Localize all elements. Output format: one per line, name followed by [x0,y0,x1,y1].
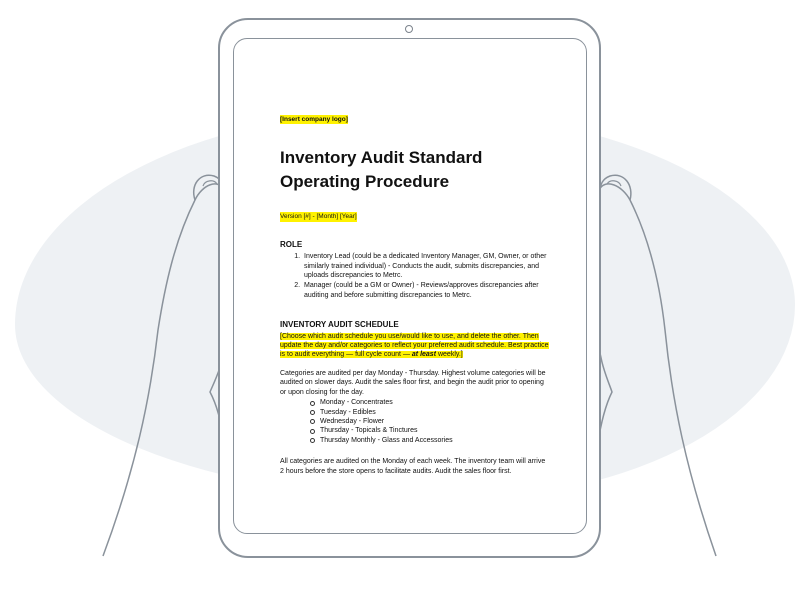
day-item: Thursday Monthly - Glass and Accessories [310,436,550,445]
option-weekly-text: All categories are audited on the Monday of each week. The inventory team will arrive 2 hours before the store opens to facilitate audits. Audit the sales floor first. [280,458,546,475]
day-item: Thursday - Topicals & Tinctures [310,426,550,435]
schedule-instruction [280,332,550,360]
schedule-instruction-end: weekly.] [436,351,463,359]
role-item: 2. Manager (could be a GM or Owner) - Reviews/approves discrepancies after auditing and before submitting discrepancies to Metrc. [302,281,550,300]
option-daily-text: Categories are audited per day Monday - Thursday. Highest volume categories will be audited on slower days. Audit the sales floor first, and begin the audit prior to opening or upon closing for the day. [280,369,546,396]
day-item: Monday - Concentrates [310,398,550,407]
camera-icon [405,25,413,33]
role-list [280,252,550,300]
sop-document [280,115,550,476]
schedule-instruction-emphasis: at least [411,351,437,359]
right-hand [592,184,716,556]
document-title [280,146,550,194]
role-item: 1. Inventory Lead (could be a dedicated Inventory Manager, GM, Owner, or other similarly trained individual) - Conducts the audit, submits discrepancies, and uploads discrepancies to Metrc. [302,252,550,280]
schedule-heading: INVENTORY AUDIT SCHEDULE [280,320,399,330]
role-heading: ROLE [280,239,303,249]
right-thumb [600,175,631,200]
logo-placeholder: [Insert company logo] [280,116,348,123]
left-hand [103,184,230,556]
schedule-instruction-text: [Choose which audit schedule you use/would like to use, and delete the other. Then update the day and/or categories to reflect your preferred audit schedule. Best practice is to audit everything — full cycle count — [280,332,549,359]
day-item: Wednesday - Flower [310,417,550,426]
title-line-2: Operating Procedure [280,172,450,192]
day-list [280,398,550,445]
title-line-1: Inventory Audit Standard [280,148,483,168]
version-label: Version [#] - [Month] [Year] [280,213,357,221]
day-item: Tuesday - Edibles [310,408,550,417]
